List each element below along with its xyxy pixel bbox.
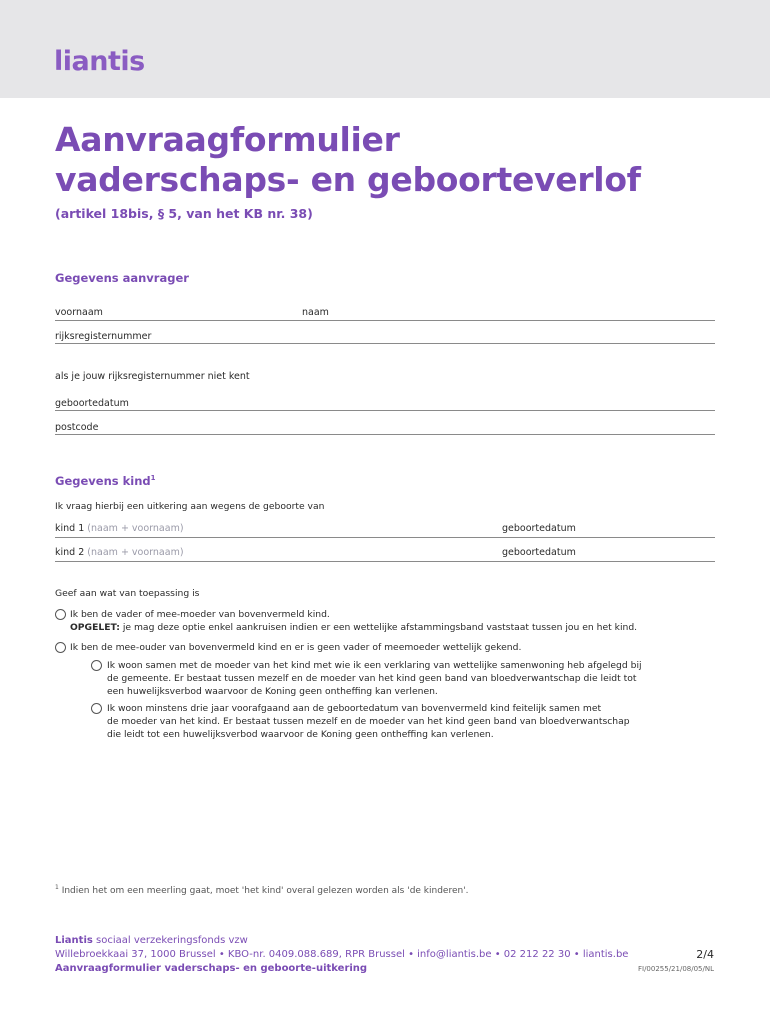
sub-option-samenwoning-radio[interactable] <box>91 660 102 671</box>
liantis-logo: liantis <box>54 46 145 77</box>
sub-option-feitelijk-label: Ik woon minstens drie jaar voorafgaand aan de geboortedatum van bovenvermeld kind feitelijk samen met de moeder van het kind. Er bestaat tussen mezelf en de moeder van het kind geen band van bloedverwantschap die leidt tot een huwelijksverbod waarvoor de Koning geen ontheffing kan verlenen. <box>107 703 630 740</box>
kind2-geboortedatum-label: geboortedatum <box>502 547 576 558</box>
options-heading: Geef aan wat van toepassing is <box>55 588 200 599</box>
title-line-1: Aanvraagformulier <box>55 120 400 159</box>
section-heading-aanvrager: Gegevens aanvrager <box>55 271 189 285</box>
footer-organisation: Liantis sociaal verzekeringsfonds vzw <box>55 935 248 946</box>
postcode-field-line[interactable] <box>55 434 715 435</box>
option-meeouder-label: Ik ben de mee-ouder van bovenvermeld kind en er is geen vader of meemoeder wettelijk gekend. <box>70 642 522 653</box>
voornaam-naam-field-line[interactable] <box>55 320 715 321</box>
kind1-field-line[interactable] <box>55 537 715 538</box>
naam-label: naam <box>302 307 329 318</box>
option-meeouder-radio[interactable] <box>55 642 66 653</box>
page-subtitle: (artikel 18bis, § 5, van het KB nr. 38) <box>55 206 313 221</box>
geboortedatum-label: geboortedatum <box>55 398 129 409</box>
option-vader-label: Ik ben de vader of mee-moeder van bovenvermeld kind. <box>70 609 330 620</box>
kind2-field-line[interactable] <box>55 561 715 562</box>
page-title <box>55 120 641 200</box>
geboortedatum-field-line[interactable] <box>55 410 715 411</box>
kind-intro: Ik vraag hierbij een uitkering aan wegens de geboorte van <box>55 501 325 512</box>
footer-address: Willebroekkaai 37, 1000 Brussel • KBO-nr. 0409.088.689, RPR Brussel • info@liantis.be • 02 212 22 30 • liantis.be <box>55 949 629 960</box>
title-line-2: vaderschaps- en geboorteverlof <box>55 160 641 199</box>
kind1-geboortedatum-label: geboortedatum <box>502 523 576 534</box>
rijksregister-hint: als je jouw rijksregisternummer niet kent <box>55 371 250 382</box>
rijksregisternummer-label: rijksregisternummer <box>55 331 152 342</box>
footnote: $^1$ Indien het om een meerling gaat, moet 'het kind' overal gelezen worden als 'de kinderen'. <box>55 884 469 896</box>
footer-doc-title: Aanvraagformulier vaderschaps- en geboorte-uitkering <box>55 963 368 974</box>
page-header <box>0 0 770 98</box>
kind2-label: kind 2 (naam + voornaam) <box>55 547 184 558</box>
section-heading-kind: Gegevens kind$^1$ <box>55 474 156 488</box>
page-number: 2/4 <box>696 948 714 961</box>
kind1-label: kind 1 (naam + voornaam) <box>55 523 184 534</box>
document-reference: FI/00255/21/08/05/NL <box>637 965 714 973</box>
sub-option-feitelijk-radio[interactable] <box>91 703 102 714</box>
rijksregisternummer-field-line[interactable] <box>55 343 715 344</box>
option-vader-warning: OPGELET: je mag deze optie enkel aankruisen indien er een wettelijke afstammingsband vaststaat tussen jou en het kind. <box>70 622 638 633</box>
sub-option-samenwoning-label: Ik woon samen met de moeder van het kind met wie ik een verklaring van wettelijke samenwoning heb afgelegd bij de gemeente. Er bestaat tussen mezelf en de moeder van het kind geen band van bloedverwantschap die leidt tot een huwelijksverbod waarvoor de Koning geen ontheffing kan verlenen. <box>107 660 642 697</box>
option-vader-radio[interactable] <box>55 609 66 620</box>
postcode-label: postcode <box>55 422 99 433</box>
voornaam-label: voornaam <box>55 307 103 318</box>
